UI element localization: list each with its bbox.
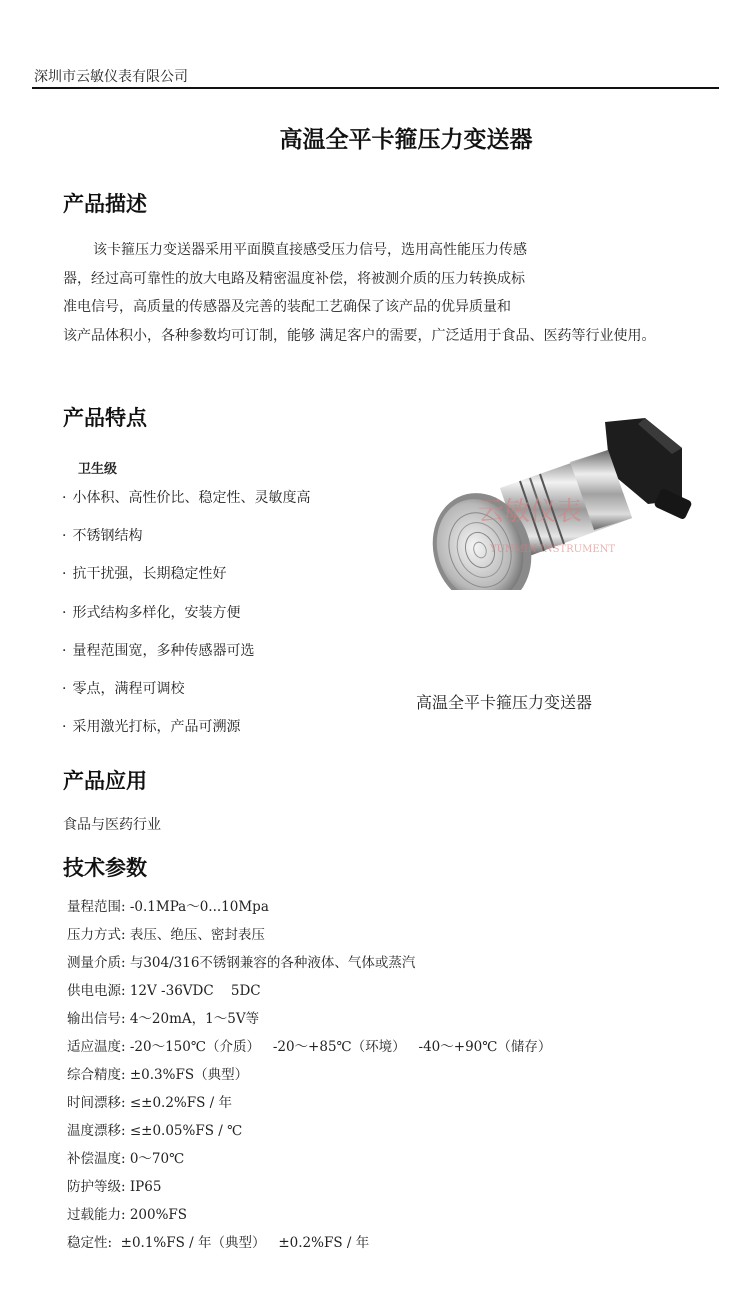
spec-row: 适应温度: -20～150℃（介质） -20～+85℃（环境） -40～+90℃（储存） [67, 1039, 552, 1055]
specs-heading: 技术参数 [63, 856, 147, 880]
spec-row: 补偿温度: 0～70℃ [67, 1151, 185, 1167]
description-line: 该卡箍压力变送器采用平面膜直接感受压力信号，选用高性能压力传感 [93, 242, 527, 258]
bullet-icon: · [62, 680, 67, 697]
watermark-en: YUNMIN INSTRUMENT [490, 544, 616, 555]
feature-item [62, 676, 310, 714]
spec-row: 综合精度: ±0.3%FS（典型） [67, 1067, 249, 1083]
spec-row: 过载能力: 200%FS [67, 1207, 188, 1223]
bullet-icon: · [62, 642, 67, 659]
application-text: 食品与医药行业 [63, 817, 161, 833]
bullet-icon: · [62, 604, 67, 621]
feature-text: 抗干扰强，长期稳定性好 [72, 566, 227, 583]
spec-row: 量程范围: -0.1MPa～0...10Mpa [67, 899, 269, 915]
description-line: 该产品体积小，各种参数均可订制，能够 满足客户的需要，广泛适用于食品、医药等行业使用。 [63, 327, 656, 344]
spec-row: 测量介质: 与304/316不锈钢兼容的各种液体、气体或蒸汽 [67, 955, 416, 971]
description-line: 准电信号，高质量的传感器及完善的装配工艺确保了该产品的优异质量和 [63, 299, 511, 315]
feature-item [62, 600, 310, 638]
application-heading: 产品应用 [63, 769, 147, 793]
feature-text: 不锈钢结构 [72, 528, 143, 545]
bullet-icon: · [62, 528, 67, 545]
specs-list [67, 893, 551, 1257]
description-text [63, 236, 723, 350]
feature-item [62, 638, 310, 676]
spec-row: 稳定性: ±0.1%FS / 年（典型） ±0.2%FS / 年 [67, 1235, 370, 1251]
spec-row: 时间漂移: ≤±0.2%FS / 年 [67, 1095, 233, 1111]
features-heading: 产品特点 [63, 406, 147, 430]
feature-text: 采用激光打标，产品可溯源 [72, 719, 241, 736]
product-caption: 高温全平卡箍压力变送器 [416, 693, 593, 712]
bullet-icon: · [62, 490, 67, 506]
spec-row: 压力方式: 表压、绝压、密封表压 [67, 927, 265, 943]
page-title: 高温全平卡箍压力变送器 [279, 127, 533, 153]
feature-text: 小体积、高性价比、稳定性、灵敏度高 [72, 490, 311, 506]
spec-row: 防护等级: IP65 [67, 1179, 162, 1195]
bullet-icon: · [62, 566, 67, 583]
product-photo [420, 410, 710, 590]
watermark-cn: 云敏仪表 [478, 497, 583, 527]
feature-item [62, 561, 310, 599]
feature-text: 量程范围宽，多种传感器可选 [72, 642, 255, 659]
description-line: 器，经过高可靠性的放大电路及精密温度补偿，将被测介质的压力转换成标 [63, 270, 525, 287]
features-subheading: 卫生级 [78, 462, 118, 477]
feature-item [62, 523, 310, 561]
feature-item [62, 485, 310, 523]
header-divider [32, 87, 719, 89]
company-name: 深圳市云敏仪表有限公司 [34, 69, 188, 85]
spec-row: 温度漂移: ≤±0.05%FS / ℃ [67, 1123, 243, 1139]
bullet-icon: · [62, 719, 67, 736]
features-list [62, 485, 310, 752]
feature-item [62, 714, 310, 752]
feature-text: 形式结构多样化，安装方便 [72, 604, 241, 621]
spec-row: 输出信号: 4～20mA，1～5V等 [67, 1011, 260, 1027]
feature-text: 零点，满程可调校 [72, 680, 185, 697]
description-heading: 产品描述 [63, 192, 147, 216]
spec-row: 供电电源: 12V -36VDC 5DC [67, 983, 261, 999]
